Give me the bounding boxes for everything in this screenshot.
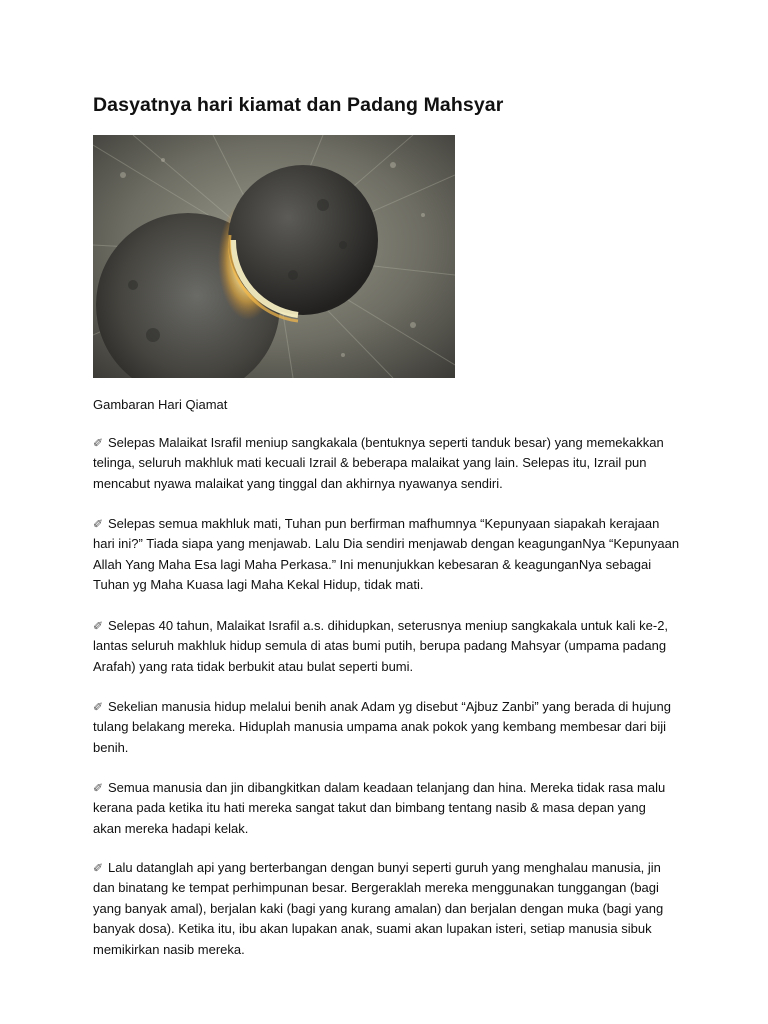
- paragraph-line: tulang belakang mereka. Hiduplah manusia umpama anak pokok yang kembang membesar dari biji: [93, 719, 667, 735]
- paragraph: [93, 433, 693, 494]
- paragraph-line: lantas seluruh makhluk hidup semula di atas bumi putih, berupa padang Mahsyar (umpama padang: [93, 638, 667, 654]
- paragraph-line: memikirkan nasib mereka.: [93, 941, 245, 957]
- paragraph-line: dan binatang ke tempat perhimpunan besar. Bergeraklah mereka menggunakan tunggangan (bagi: [93, 880, 659, 896]
- paragraph-line: yang banyak amal), berjalan kaki (bagi yang kurang amalan) dan berjalan dengan muka (bagi yang: [93, 900, 664, 916]
- page-title: Dasyatnya hari kiamat dan Padang Mahsyar: [93, 94, 504, 116]
- paragraph-line: akan mereka hadapi kelak.: [93, 820, 249, 836]
- pencil-icon: ✐: [93, 436, 104, 450]
- paragraph: [93, 514, 693, 596]
- pencil-icon: ✐: [93, 619, 104, 633]
- pencil-icon: ✐: [93, 517, 104, 531]
- paragraph-line: benih.: [93, 739, 129, 755]
- paragraph-line: mencabut nyawa malaikat yang tinggal dan akhirnya nyawanya sendiri.: [93, 475, 503, 491]
- paragraph: [93, 858, 693, 960]
- paragraph-line: Allah Yang Maha Esa lagi Maha Perkasa.” Ini menunjukkan kebesaran & keagunganNya sebagai: [93, 556, 652, 572]
- paragraph: [93, 778, 693, 839]
- image-caption: Gambaran Hari Qiamat: [93, 397, 228, 412]
- paragraph-line: kerana pada ketika itu hati mereka sangat takut dan bimbang tentang nasib & masa depan yang: [93, 800, 646, 816]
- paragraph-line: ✐ Sekelian manusia hidup melalui benih anak Adam yg disebut “Ajbuz Zanbi” yang berada di hujung: [93, 697, 693, 717]
- pencil-icon: ✐: [93, 781, 104, 795]
- paragraph-line: ✐ Selepas 40 tahun, Malaikat Israfil a.s. dihidupkan, seterusnya meniup sangkakala untuk kali ke-2,: [93, 616, 693, 636]
- paragraph-line: telinga, seluruh makhluk mati kecuali Izrail & beberapa malaikat yang lain. Selepas itu, Izrail pun: [93, 455, 647, 471]
- paragraph: [93, 616, 693, 677]
- paragraph-line: ✐ Semua manusia dan jin dibangkitkan dalam keadaan telanjang dan hina. Mereka tidak rasa malu: [93, 778, 693, 798]
- paragraph-line: ✐ Selepas semua makhluk mati, Tuhan pun berfirman mafhumnya “Kepunyaan siapakah kerajaan: [93, 514, 693, 534]
- paragraph: [93, 697, 693, 758]
- paragraph-line: banyak dosa). Ketika itu, ibu akan lupakan anak, suami akan lupakan isteri, setiap manusia sibuk: [93, 921, 652, 937]
- planet-collision-image: [93, 135, 455, 378]
- pencil-icon: ✐: [93, 861, 104, 875]
- paragraph-line: ✐ Lalu datanglah api yang berterbangan dengan bunyi seperti guruh yang menghalau manusia, jin: [93, 858, 693, 878]
- paragraph-line: Tuhan yg Maha Kuasa lagi Maha Kekal Hidup, tidak mati.: [93, 577, 424, 593]
- paragraph-line: hari ini?” Tiada siapa yang menjawab. Lalu Dia sendiri menjawab dengan keagunganNya “Kepunyaan: [93, 536, 680, 552]
- pencil-icon: ✐: [93, 700, 104, 714]
- paragraph-line: Arafah) yang rata tidak berbukit atau bulat seperti bumi.: [93, 658, 414, 674]
- paragraph-line: ✐ Selepas Malaikat Israfil meniup sangkakala (bentuknya seperti tanduk besar) yang memekakkan: [93, 433, 693, 453]
